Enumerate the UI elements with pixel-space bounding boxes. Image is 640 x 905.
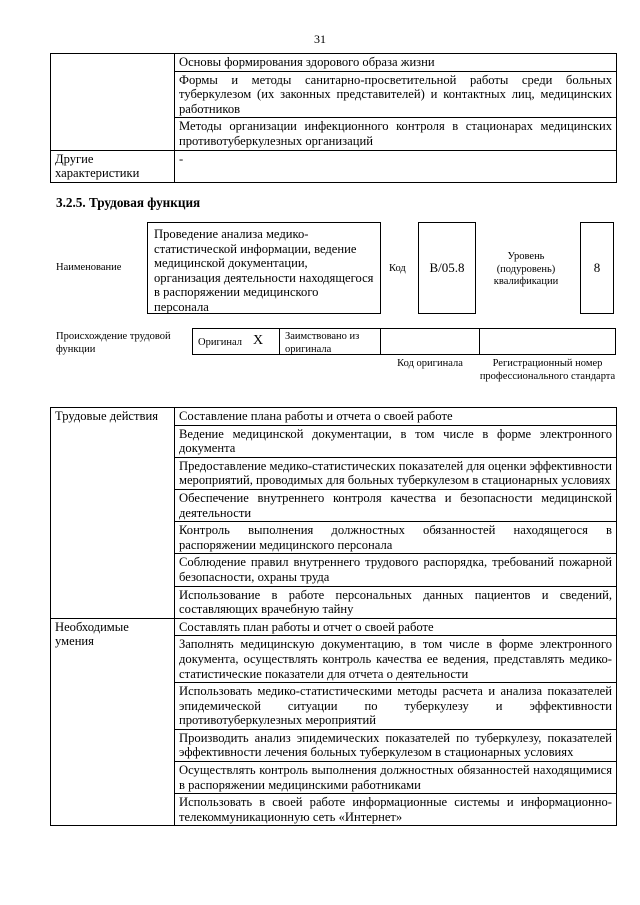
qualification-level-value: 8 — [593, 260, 601, 275]
knowledge-table — [50, 53, 617, 183]
qualification-level-box — [580, 222, 614, 314]
table-cell: - — [175, 150, 617, 182]
borrowed-label: Заимствовано из оригинала — [285, 331, 360, 355]
code-original-box — [380, 328, 480, 355]
labor-function-table — [50, 407, 617, 826]
table-row — [51, 54, 617, 72]
function-code-value: B/05.8 — [429, 260, 465, 275]
table-row — [51, 408, 617, 426]
qualification-level-label: Уровень (подуровень) квалификации — [493, 251, 559, 287]
table-cell: Ведение медицинской документации, в том числе в форме электронного документа — [175, 425, 617, 457]
table-cell: Составлять план работы и отчет о своей работе — [175, 618, 617, 636]
group-title-labor-actions: Трудовые действия — [51, 408, 175, 619]
function-name-box — [147, 222, 381, 314]
function-code-box — [418, 222, 476, 314]
reg-number-caption: Регистрационный номер профессионального стандарта — [479, 358, 616, 382]
table-cell: Осуществлять контроль выполнения должностных обязанностей находящимися в распоряжении медицинскими работниками — [175, 762, 617, 794]
table-cell: Основы формирования здорового образа жизни — [175, 54, 617, 72]
table-cell: Составление плана работы и отчета о своей работе — [175, 408, 617, 426]
table-row — [51, 618, 617, 636]
borrowed-box — [279, 328, 381, 355]
table-cell: Обеспечение внутреннего контроля качества и безопасности медицинской деятельности — [175, 489, 617, 521]
original-label: Оригинал — [198, 337, 242, 348]
table-cell: Использование в работе персональных данных пациентов и сведений, составляющих врачебную тайну — [175, 586, 617, 618]
table-cell: Использовать в своей работе информационные системы и информационно-телекоммуникационную сеть «Интернет» — [175, 794, 617, 826]
table-row — [51, 150, 617, 182]
row-header-other-characteristics: Другие характеристики — [51, 150, 175, 182]
origin-label: Происхождение трудовой функции — [56, 331, 171, 355]
table-cell: Использовать медико-статистическими методы расчета и анализа показателей эпидемической ситуации по туберкулезу и эффективности противотуберкулезных мероприятий — [175, 683, 617, 730]
original-mark: X — [253, 333, 264, 348]
name-label: Наименование — [56, 262, 122, 273]
table-cell: Предоставление медико-статистических показателей для оценки эффективности мероприятий, проводимых для больных туберкулезом в стационарных условиях — [175, 457, 617, 489]
section-title: 3.2.5. Трудовая функция — [56, 195, 201, 210]
table-cell: Методы организации инфекционного контроля в стационарах медицинских противотуберкулезных организаций — [175, 118, 617, 150]
code-label: Код — [389, 263, 406, 274]
table-cell: Соблюдение правил внутреннего трудового распорядка, требований пожарной безопасности, охраны труда — [175, 554, 617, 586]
row-header-empty — [51, 54, 175, 151]
table-cell: Контроль выполнения должностных обязанностей находящегося в распоряжении медицинского персонала — [175, 522, 617, 554]
page-number: 31 — [314, 32, 326, 46]
group-title-required-skills: Необходимые умения — [51, 618, 175, 826]
table-cell: Производить анализ эпидемических показателей по туберкулезу, показателей эффективности лечения больных туберкулезом в стационарных условиях — [175, 729, 617, 761]
function-name-text: Проведение анализа медико-статистической информации, ведение медицинской документации, организация деятельности находящегося в распоряжении медицинского персонала — [154, 227, 374, 314]
code-original-caption: Код оригинала — [397, 358, 463, 369]
table-cell: Формы и методы санитарно-просветительной работы среди больных туберкулезом (их законных представителей) и контактных лиц, медицинских работников — [175, 71, 617, 118]
table-cell: Заполнять медицинскую документацию, в том числе в форме электронного документа, осуществлять контроль качества ее ведения, представлять медико-статистические показатели для отчета о деятельности — [175, 636, 617, 683]
original-box — [192, 328, 280, 355]
reg-number-box — [479, 328, 616, 355]
